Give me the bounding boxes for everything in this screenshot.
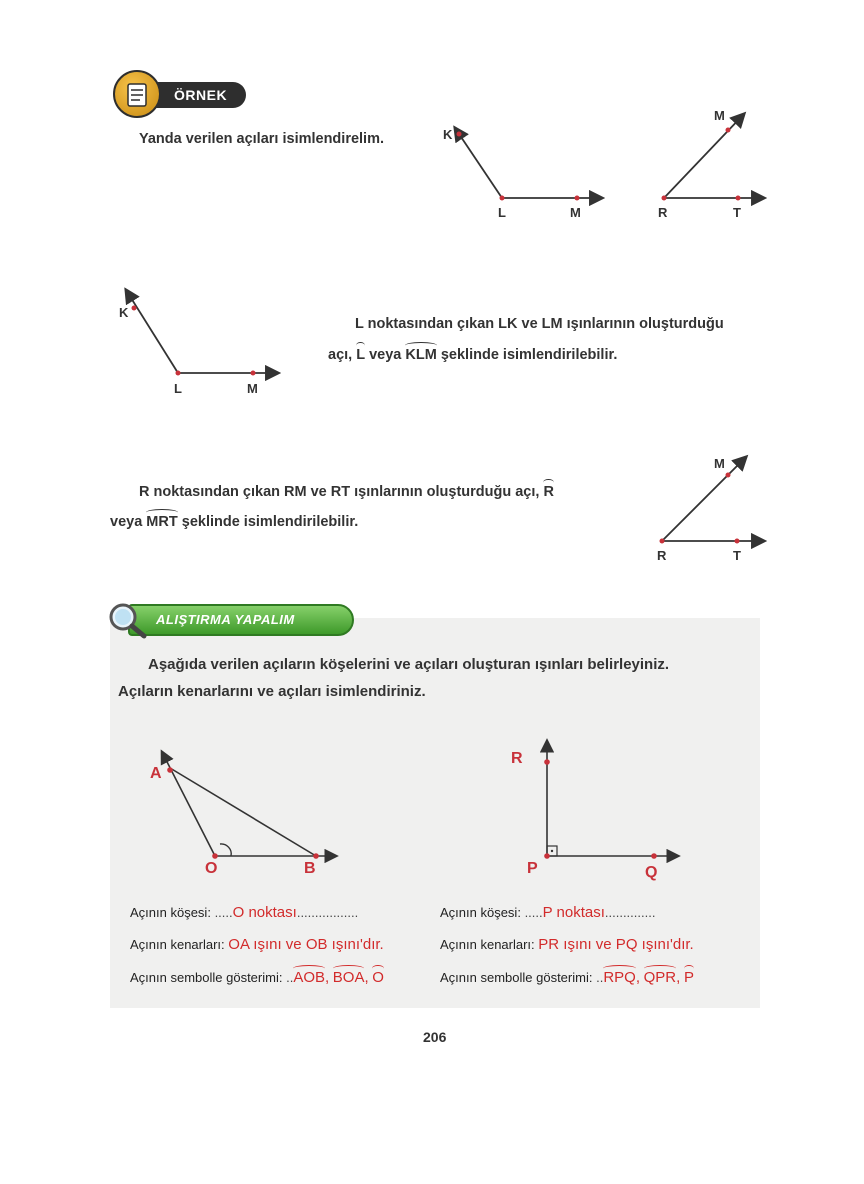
mrt-explanation-line2: veya MRT şeklinde isimlendirilebilir. <box>110 514 359 530</box>
label-l: L <box>498 205 506 220</box>
point-p <box>544 853 550 859</box>
right-symbol-answer-2: QPR <box>643 969 677 986</box>
right-symbol-answer-1: RPQ <box>603 969 636 986</box>
label-t: T <box>733 205 741 220</box>
label-m-3: M <box>714 456 725 471</box>
label-o: O <box>205 860 218 877</box>
point-t-3 <box>735 539 740 544</box>
label-m: M <box>570 205 581 220</box>
symbol-mrt-angle: MRT <box>146 514 178 530</box>
point-r-ex <box>544 759 550 765</box>
intro-text: Yanda verilen açıları isimlendirelim. <box>139 131 385 147</box>
point-m-2 <box>251 371 256 376</box>
left-sides-answer: OA ışını ve OB ışını'dır. <box>228 936 384 953</box>
left-vertex-answer: O noktası <box>232 904 297 921</box>
left-symbol-answer-1: AOB <box>293 969 325 986</box>
point-m-3 <box>726 473 731 478</box>
label-p: P <box>527 860 538 877</box>
label-r-3: R <box>657 548 667 563</box>
mrt-angle-figure <box>640 445 780 555</box>
label-q: Q <box>645 864 658 881</box>
point-k <box>457 132 462 137</box>
label-t-3: T <box>733 548 741 563</box>
label-l-2: L <box>174 381 182 396</box>
exercise-title: ALIŞTIRMA YAPALIM <box>128 604 354 636</box>
ray-rm-2 <box>662 457 746 541</box>
left-vertex-row: Açının köşesi: .....O noktası................. <box>130 904 359 921</box>
right-vertex-answer: P noktası <box>542 904 605 921</box>
ray-lk <box>455 128 502 198</box>
example-badge-icon <box>113 70 161 118</box>
point-l-2 <box>176 371 181 376</box>
page-number: 206 <box>423 1029 447 1045</box>
right-angle-dot <box>551 850 553 852</box>
klm-explanation-line1: L noktasından çıkan LK ve LM ışınlarının oluşturduğu <box>355 316 724 332</box>
exercise-instruction-line1: Aşağıda verilen açıların köşelerini ve açıları oluşturan ışınları belirleyiniz. <box>148 656 670 673</box>
right-symbol-answer-3: P <box>683 969 694 986</box>
point-o <box>212 853 218 859</box>
aob-angle-figure <box>140 740 350 870</box>
label-k: K <box>443 127 453 142</box>
left-symbol-answer-2: BOA <box>332 969 365 986</box>
example-badge-label: ÖRNEK <box>150 82 246 108</box>
point-r-3 <box>660 539 665 544</box>
right-symbol-row: Açının sembolle gösterimi: ..RPQ, QPR, P <box>440 969 694 986</box>
point-r <box>662 196 667 201</box>
left-sides-row: Açının kenarları: OA ışını ve OB ışını'dır. <box>130 936 384 953</box>
klm-angle-figure <box>110 280 290 390</box>
example-angles-figure <box>430 100 780 230</box>
label-r: R <box>658 205 668 220</box>
label-r-ex: R <box>511 750 523 767</box>
label-k-2: K <box>119 305 129 320</box>
point-k-2 <box>132 306 137 311</box>
angle-arc-o <box>220 844 231 856</box>
label-b: B <box>304 860 316 877</box>
label-m-2: M <box>247 381 258 396</box>
point-l <box>500 196 505 201</box>
exercise-instruction-line2: Açıların kenarlarını ve açıları isimlendiriniz. <box>118 683 426 700</box>
label-m2: M <box>714 108 725 123</box>
right-vertex-row: Açının köşesi: .....P noktası.............. <box>440 904 656 921</box>
symbol-klm-angle: KLM <box>405 347 437 363</box>
mrt-explanation-line1: R noktasından çıkan RM ve RT ışınlarının oluşturduğu açı, R <box>139 484 554 500</box>
point-q <box>651 853 657 859</box>
ray-rm <box>664 114 744 198</box>
point-b <box>313 853 319 859</box>
point-m2 <box>726 128 731 133</box>
symbol-l-angle: L <box>356 347 366 363</box>
point-m <box>575 196 580 201</box>
right-sides-answer: PR ışını ve PQ ışını'dır. <box>538 936 694 953</box>
klm-explanation-line2: açı, L veya KLM şeklinde isimlendirilebilir. <box>328 347 618 363</box>
point-t <box>736 196 741 201</box>
point-a <box>167 767 173 773</box>
rpq-angle-figure <box>520 735 690 870</box>
left-symbol-row: Açının sembolle gösterimi: ..AOB, BOA, O <box>130 969 384 986</box>
ray-lk-2 <box>126 290 178 373</box>
magnifier-icon <box>106 600 148 642</box>
right-sides-row: Açının kenarları: PR ışını ve PQ ışını'dır. <box>440 936 694 953</box>
symbol-r-angle: R <box>543 484 554 500</box>
label-a: A <box>150 765 162 782</box>
left-symbol-answer-3: O <box>372 969 384 986</box>
